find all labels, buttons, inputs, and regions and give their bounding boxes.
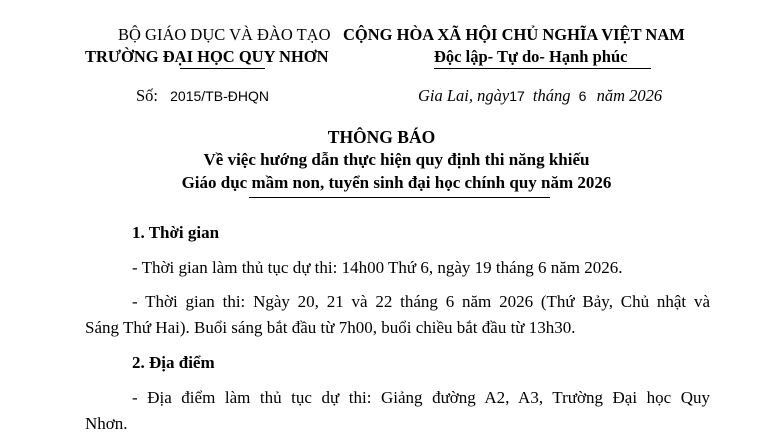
motto-underline [434, 68, 651, 69]
notice-subject-line-2: Giáo dục mầm non, tuyển sinh đại học chính quy năm 2026 [181, 173, 612, 192]
title-underline [249, 197, 550, 198]
date-month-label: tháng [532, 86, 571, 105]
date-year: năm 2026 [596, 86, 663, 105]
republic-name: CỘNG HÒA XÃ HỘI CHỦ NGHĨA VIỆT NAM [343, 25, 685, 44]
notice-subject-line-1: Về việc hướng dẫn thực hiện quy định thi năng khiếu [203, 150, 590, 169]
university-name: TRƯỜNG ĐẠI HỌC QUY NHƠN [85, 47, 329, 66]
time-exam-item-line-1: - Thời gian thi: Ngày 20, 21 và 22 tháng 6 năm 2026 (Thứ Bảy, Chủ nhật và [132, 292, 710, 311]
place-date [418, 86, 662, 106]
national-motto: Độc lập- Tự do- Hạnh phúc [434, 47, 628, 66]
university-underline [180, 68, 265, 69]
notice-heading: THÔNG BÁO [327, 127, 436, 147]
ministry-name: BỘ GIÁO DỤC VÀ ĐÀO TẠO [118, 25, 331, 44]
date-prefix: Gia Lai, ngày [418, 86, 510, 105]
date-month: 6 [578, 88, 587, 104]
section-time-heading: 1. Thời gian [132, 223, 220, 242]
place-procedure-item-line-1: - Địa điểm làm thủ tục dự thi: Giảng đường A2, A3, Trường Đại học Quy [132, 388, 710, 407]
number-value: 2015/TB-ĐHQN [170, 88, 269, 104]
number-label: Số: [136, 86, 159, 105]
date-day: 17 [509, 88, 525, 104]
time-exam-item-line-2: Sáng Thứ Hai). Buổi sáng bắt đầu từ 7h00, buổi chiều bắt đầu từ 13h30. [85, 318, 576, 337]
section-place-heading: 2. Địa điểm [132, 353, 215, 372]
document-number [136, 86, 269, 106]
time-procedure-item: - Thời gian làm thủ tục dự thi: 14h00 Thứ 6, ngày 19 tháng 6 năm 2026. [132, 258, 623, 277]
place-procedure-item-line-2: Nhơn. [85, 414, 128, 433]
